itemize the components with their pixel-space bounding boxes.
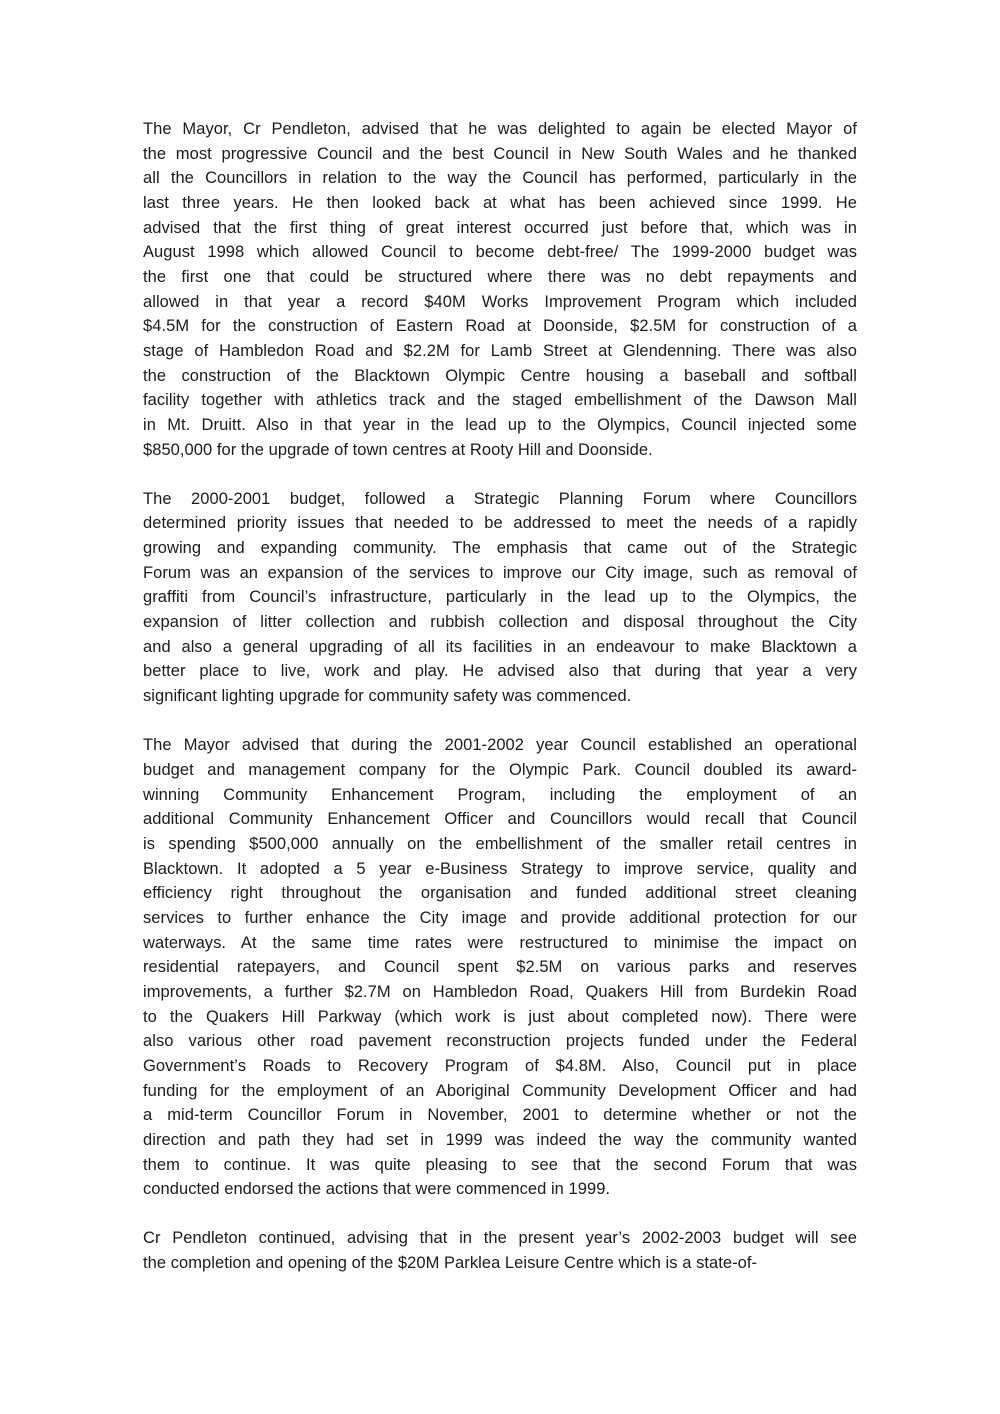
text-line: the first one that could be structured where there was no debt repayments and <box>143 267 857 286</box>
text-line: them to continue. It was quite pleasing to see that the second Forum that was <box>143 1155 857 1174</box>
text-line: stage of Hambledon Road and $2.2M for Lamb Street at Glendenning. There was also <box>143 341 857 360</box>
text-line: The Mayor advised that during the 2001-2002 year Council established an operational <box>143 736 857 755</box>
text-line: all the Councillors in relation to the way the Council has performed, particularly in the <box>143 169 857 188</box>
text-line: $4.5M for the construction of Eastern Road at Doonside, $2.5M for construction of a <box>143 317 857 336</box>
text-line: better place to live, work and play. He advised also that during that year a very <box>143 662 857 681</box>
text-line: Blacktown. It adopted a 5 year e-Business Strategy to improve service, quality and <box>143 859 857 878</box>
paragraph <box>143 733 857 1201</box>
text-line: Forum was an expansion of the services to improve our City image, such as removal of <box>143 563 857 582</box>
text-line: The 2000-2001 budget, followed a Strategic Planning Forum where Councillors <box>143 489 857 508</box>
paragraph <box>143 117 857 462</box>
text-line: the construction of the Blacktown Olympic Centre housing a baseball and softball <box>143 366 857 385</box>
text-line: a mid-term Councillor Forum in November, 2001 to determine whether or not the <box>143 1106 857 1125</box>
text-line: expansion of litter collection and rubbish collection and disposal throughout the City <box>143 613 857 632</box>
text-line: efficiency right throughout the organisation and funded additional street cleaning <box>143 884 857 903</box>
text-line: in Mt. Druitt. Also in that year in the lead up to the Olympics, Council injected some <box>143 415 857 434</box>
text-line: advised that the first thing of great interest occurred just before that, which was in <box>143 218 857 237</box>
text-line: graffiti from Council’s infrastructure, particularly in the lead up to the Olympics, the <box>143 588 857 607</box>
text-line: and also a general upgrading of all its facilities in an endeavour to make Blacktown a <box>143 637 857 656</box>
text-line: improvements, a further $2.7M on Hambledon Road, Quakers Hill from Burdekin Road <box>143 982 857 1001</box>
text-line: Government’s Roads to Recovery Program of $4.8M. Also, Council put in place <box>143 1056 857 1075</box>
text-line: The Mayor, Cr Pendleton, advised that he was delighted to again be elected Mayor of <box>143 120 857 138</box>
text-line: to the Quakers Hill Parkway (which work is just about completed now). There were <box>143 1007 857 1026</box>
text-line: determined priority issues that needed to be addressed to meet the needs of a rapidly <box>143 514 857 533</box>
text-line: $850,000 for the upgrade of town centres at Rooty Hill and Doonside. <box>143 440 653 459</box>
paragraph <box>143 487 857 709</box>
text-line: conducted endorsed the actions that were commenced in 1999. <box>143 1180 611 1199</box>
text-line: Cr Pendleton continued, advising that in the present year’s 2002-2003 budget will see <box>143 1229 857 1248</box>
text-line: facility together with athletics track and the staged embellishment of the Dawson Mall <box>143 391 857 410</box>
text-line: August 1998 which allowed Council to become debt-free/ The 1999-2000 budget was <box>143 243 857 262</box>
text-line: funding for the employment of an Aboriginal Community Development Officer and had <box>143 1081 857 1100</box>
text-line: additional Community Enhancement Officer and Councillors would recall that Council <box>143 810 857 829</box>
text-line: also various other road pavement reconstruction projects funded under the Federal <box>143 1032 857 1051</box>
text-line: significant lighting upgrade for community safety was commenced. <box>143 687 632 706</box>
text-line: allowed in that year a record $40M Works Improvement Program which included <box>143 292 857 311</box>
text-block <box>143 117 857 1276</box>
text-line: services to further enhance the City image and provide additional protection for our <box>143 908 857 927</box>
text-line: winning Community Enhancement Program, including the employment of an <box>143 785 857 804</box>
paragraph <box>143 1226 857 1275</box>
text-line: is spending $500,000 annually on the embellishment of the smaller retail centres in <box>143 835 857 853</box>
text-line: residential ratepayers, and Council spent $2.5M on various parks and reserves <box>143 958 857 977</box>
text-line: budget and management company for the Olympic Park. Council doubled its award- <box>143 761 857 780</box>
text-line: waterways. At the same time rates were restructured to minimise the impact on <box>143 933 857 952</box>
text-line: the most progressive Council and the best Council in New South Wales and he thanked <box>143 144 857 163</box>
text-line: growing and expanding community. The emphasis that came out of the Strategic <box>143 539 857 558</box>
text-line: direction and path they had set in 1999 was indeed the way the community wanted <box>143 1130 857 1149</box>
text-line: last three years. He then looked back at what has been achieved since 1999. He <box>143 193 857 212</box>
text-line: the completion and opening of the $20M Parklea Leisure Centre which is a state-of- <box>143 1254 758 1273</box>
